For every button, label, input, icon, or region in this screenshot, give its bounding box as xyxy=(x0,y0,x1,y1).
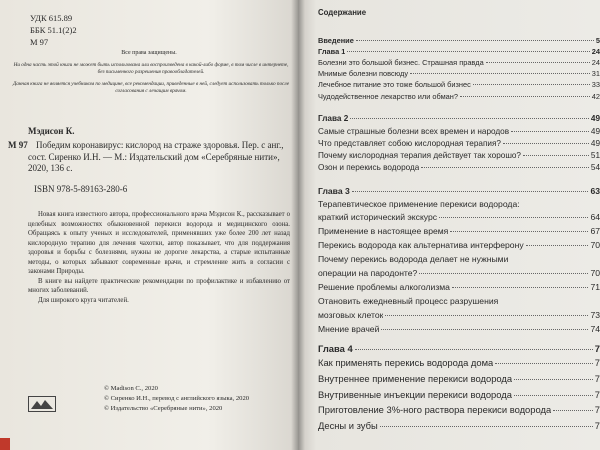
author-mark-code: М 97 xyxy=(30,37,49,47)
toc-entry: Применение в настоящее время 67 xyxy=(318,226,600,236)
toc-entry: Перекись водорода как альтернатива интерферону 70 xyxy=(318,240,600,250)
toc-entry: Почему перекись водорода делает не нужными xyxy=(318,254,509,264)
toc-entry: Внутреннее применение перекиси водорода 7 xyxy=(318,373,600,384)
left-page xyxy=(0,0,298,450)
toc-entry: Почему кислородная терапия действует так хорошо? 51 xyxy=(318,151,600,160)
copyright-line: © Madison C., 2020 xyxy=(104,385,158,392)
copyright-block xyxy=(104,384,249,414)
bibliographic-record: Победим коронавирус: кислород на страже здоровья. Пер. с анг., сост. Сиренко И.Н. — М.: Издательский дом «Серебряные нити», 2020, 136 с. xyxy=(28,140,284,173)
rights-text: Ни одна часть этой книги не может быть использована или воспроизведена в какой-либо форме, в том числе в интернете, без письменного разрешения правообладателей. xyxy=(13,62,289,75)
toc-entry: Терапевтическое применение перекиси водорода: xyxy=(318,199,520,209)
toc-entry: Болезни это большой бизнес. Страшная правда 24 xyxy=(318,58,600,67)
copyright-line: © Издательство «Серебряные нити», 2020 xyxy=(104,405,223,412)
medical-disclaimer: Данная книга не является учебником по медицине, все рекомендации, приведенные в ней, следует использовать только после согласования с лечащим врачом. xyxy=(12,81,290,94)
publisher-logo-icon xyxy=(28,396,56,412)
annotation-paragraph: В книге вы найдете практические рекомендации по профилактике и избавлению от многих заболеваний. xyxy=(28,277,290,294)
toc-title: Содержание xyxy=(318,8,367,17)
copyright-line: © Сиренко И.Н., перевод с английского языка, 2020 xyxy=(104,395,250,402)
toc-entry: мозговых клеток 73 xyxy=(318,310,600,320)
toc-entry: краткий исторический экскурс 64 xyxy=(318,212,600,222)
toc-entry: Отановить ежедневный процесс разрушения xyxy=(318,296,499,306)
author-mark-bold: М 97 xyxy=(8,140,28,150)
toc-entry: Введение 5 xyxy=(318,36,600,45)
library-codes xyxy=(30,12,77,48)
toc-entry: Глава 4 7 xyxy=(318,343,600,354)
toc-entry: Глава 2 49 xyxy=(318,114,600,123)
toc-entry: Самые страшные болезни всех времен и народов 49 xyxy=(318,127,600,136)
toc-entry: Что представляет собою кислородная терапия? 49 xyxy=(318,139,600,148)
book-gutter xyxy=(291,0,305,450)
toc-entry: Десны и зубы 7 xyxy=(318,420,600,431)
toc-entry: операции на пародонте? 70 xyxy=(318,268,600,278)
toc-entry: Внутривенные инъекции перекиси водорода 7 xyxy=(318,389,600,400)
toc-entry: Приготовление 3%-ного раствора перекиси водорода 7 xyxy=(318,404,600,415)
toc-entry: Мнение врачей 74 xyxy=(318,324,600,334)
udk-code: УДК 615.89 xyxy=(30,13,73,23)
page-corner-mark xyxy=(0,438,10,450)
toc-entry: Как применять перекись водорода дома 7 xyxy=(318,357,600,368)
toc-entry: Мнимые болезни повсюду 31 xyxy=(318,69,600,78)
isbn: ISBN 978-5-89163-280-6 xyxy=(34,184,128,194)
annotation-paragraph: Для широкого круга читателей. xyxy=(38,296,129,304)
toc-entry: Решение проблемы алкоголизма 71 xyxy=(318,282,600,292)
toc-entry: Глава 3 63 xyxy=(318,186,600,196)
bbk-code: ББК 51.1(2)2 xyxy=(30,25,77,35)
toc-entry: Лечебное питание это тоже большой бизнес 33 xyxy=(318,80,600,89)
annotation-paragraph: Новая книга известного автора, профессионального врача Мэдисон К., рассказывает о целебных возможностях обыкновенной перекиси водорода и медицинского озона. Обращаясь к опыту ученых и исследователей, применявших уже более 200 лет назад кислородную терапию для лечения чахотки, автор показывает, что для поддержания здоровья и борьбы с болезнями, нужны не дорогие лекарства, а старые испытанные методы, о которых забывают современные врачи, и стремление жить в согласии с законами Природы. xyxy=(28,211,290,275)
toc-entry: Глава 1 24 xyxy=(318,47,600,56)
toc-entry: Озон и перекись водорода 54 xyxy=(318,163,600,172)
rights-notice xyxy=(10,62,292,100)
rights-title: Все права защищены. xyxy=(121,50,177,56)
annotation xyxy=(28,210,290,305)
author-name: Мэдисон К. xyxy=(28,126,75,136)
toc-entry: Чудодейственное лекарство или обман? 42 xyxy=(318,92,600,101)
